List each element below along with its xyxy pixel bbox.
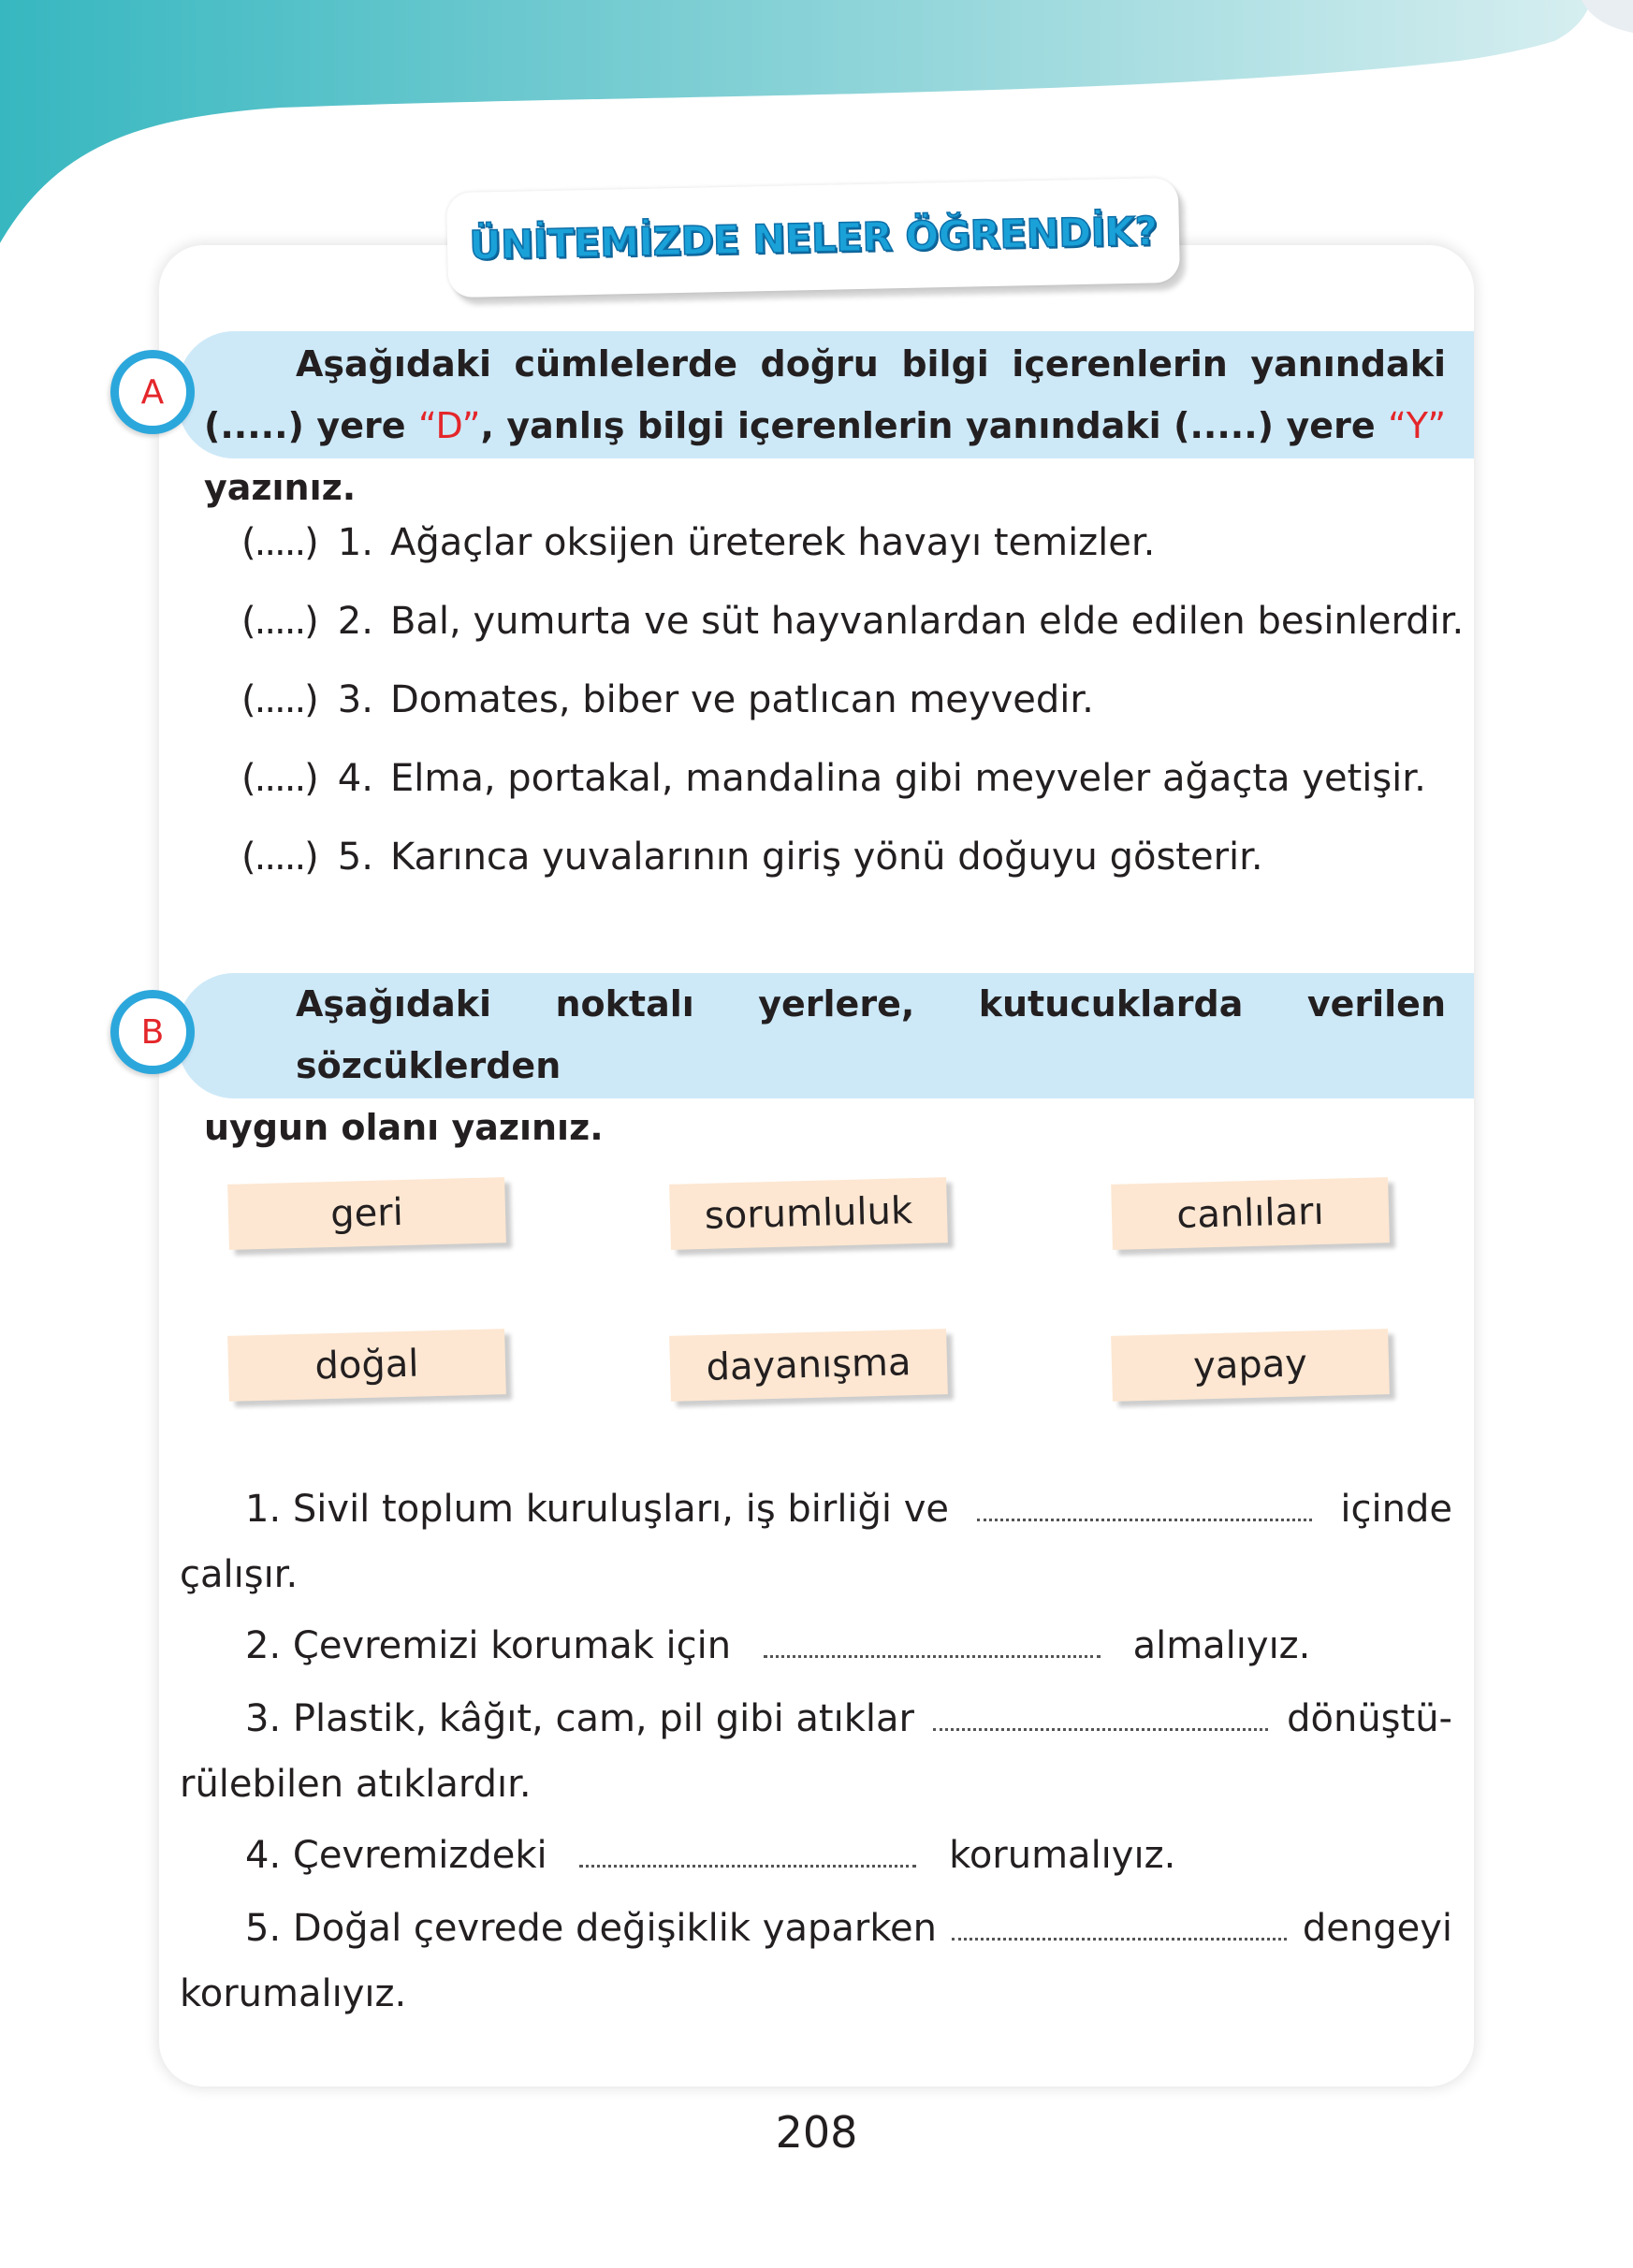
- answer-blank[interactable]: (.....): [241, 757, 317, 800]
- sentence-text: almalıyız.: [1132, 1624, 1311, 1667]
- item-text: Elma, portakal, mandalina gibi meyveler ağaçta yetişir.: [389, 757, 1426, 800]
- sentence-text: Plastik, kâğıt, cam, pil gibi atıklar: [292, 1697, 914, 1740]
- item-text: Bal, yumurta ve süt hayvanlardan elde edilen besinlerdir.: [389, 600, 1465, 643]
- sentence-number: 3.: [245, 1697, 282, 1740]
- item-number: 1.: [337, 521, 373, 564]
- page-number: 208: [775, 2107, 858, 2158]
- sentence-text: içinde: [1340, 1488, 1452, 1531]
- sentence-text: korumalıyız.: [180, 1972, 407, 2015]
- instruction-b-line1: Aşağıdaki noktalı yerlere, kutucuklarda verilen sözcüklerden: [296, 983, 1446, 1086]
- word-box: doğal: [227, 1329, 506, 1402]
- instruction-a-part3: , yanlış bilgi içerenlerin yanındaki (.....) yere: [480, 405, 1389, 446]
- section-b-instruction-bar: [178, 973, 1474, 1148]
- section-a-instruction-bar: [178, 331, 1474, 508]
- item-text: Karınca yuvalarının giriş yönü doğuyu gösterir.: [389, 836, 1263, 879]
- list-item: [241, 582, 1465, 661]
- sentence-text: çalışır.: [180, 1553, 299, 1596]
- sentence-text: rülebilen atıklardır.: [180, 1763, 532, 1806]
- answer-blank[interactable]: (.....): [241, 678, 317, 721]
- sentence-text: dengeyi: [1302, 1907, 1452, 1950]
- word-box: geri: [227, 1177, 506, 1250]
- sentence-text: Sivil toplum kuruluşları, iş birliği ve: [292, 1488, 950, 1531]
- instruction-a-part4: yazınız.: [204, 467, 357, 508]
- fill-sentence-1: [180, 1476, 1452, 1607]
- instruction-b-line2: uygun olanı yazınız.: [204, 1107, 604, 1148]
- item-number: 2.: [337, 600, 373, 643]
- word-box: sorumluluk: [669, 1177, 948, 1250]
- sentence-text: dönüştü-: [1287, 1697, 1452, 1740]
- d-mark: “D”: [417, 405, 481, 446]
- item-text: Domates, biber ve patlıcan meyvedir.: [389, 678, 1094, 721]
- sentence-number: 2.: [245, 1624, 282, 1667]
- title-banner: [446, 178, 1180, 298]
- answer-blank[interactable]: (.....): [241, 600, 317, 643]
- sentence-text: Çevremizdeki: [292, 1834, 547, 1877]
- sentence-number: 4.: [245, 1834, 282, 1877]
- answer-blank[interactable]: [952, 1925, 1287, 1941]
- sentence-number: 5.: [245, 1907, 282, 1950]
- section-b-instruction: [204, 973, 1446, 1158]
- word-box: dayanışma: [669, 1329, 948, 1402]
- fill-sentence-3: [180, 1686, 1452, 1817]
- section-a-badge: A: [110, 350, 195, 434]
- fill-sentence-5: [180, 1896, 1452, 2027]
- instruction-a-part2: yere: [316, 405, 418, 446]
- instruction-a-part1: Aşağıdaki cümlelerde doğru bilgi içerenlerin yanındaki (.....): [204, 343, 1446, 446]
- sentence-number: 1.: [245, 1488, 282, 1531]
- answer-blank[interactable]: [977, 1505, 1312, 1521]
- item-text: Ağaçlar oksijen üreterek havayı temizler.: [389, 521, 1156, 564]
- sentence-text: Çevremizi korumak için: [292, 1624, 732, 1667]
- section-a-instruction: [204, 333, 1446, 518]
- word-box: canlıları: [1111, 1177, 1390, 1250]
- item-number: 5.: [337, 836, 373, 879]
- item-number: 3.: [337, 678, 373, 721]
- answer-blank[interactable]: [764, 1642, 1101, 1658]
- list-item: [241, 661, 1458, 739]
- true-false-list: [241, 503, 1465, 896]
- answer-blank[interactable]: [579, 1852, 916, 1868]
- list-item: [241, 739, 1458, 818]
- sentence-text: Doğal çevrede değişiklik yaparken: [292, 1907, 938, 1950]
- word-box: yapay: [1111, 1329, 1390, 1402]
- section-b-badge: B: [110, 990, 195, 1074]
- answer-blank[interactable]: (.....): [241, 836, 317, 879]
- fill-sentence-4: [180, 1823, 1175, 1888]
- list-item: [241, 503, 1458, 582]
- list-item: [241, 818, 1458, 896]
- item-number: 4.: [337, 757, 373, 800]
- answer-blank[interactable]: [933, 1715, 1268, 1731]
- y-mark: “Y”: [1388, 405, 1447, 446]
- fill-sentence-2: [180, 1613, 1310, 1679]
- sentence-text: korumalıyız.: [949, 1834, 1176, 1877]
- answer-blank[interactable]: (.....): [241, 521, 317, 564]
- page-title: ÜNİTEMİZDE NELER ÖĞRENDİK?: [468, 207, 1159, 269]
